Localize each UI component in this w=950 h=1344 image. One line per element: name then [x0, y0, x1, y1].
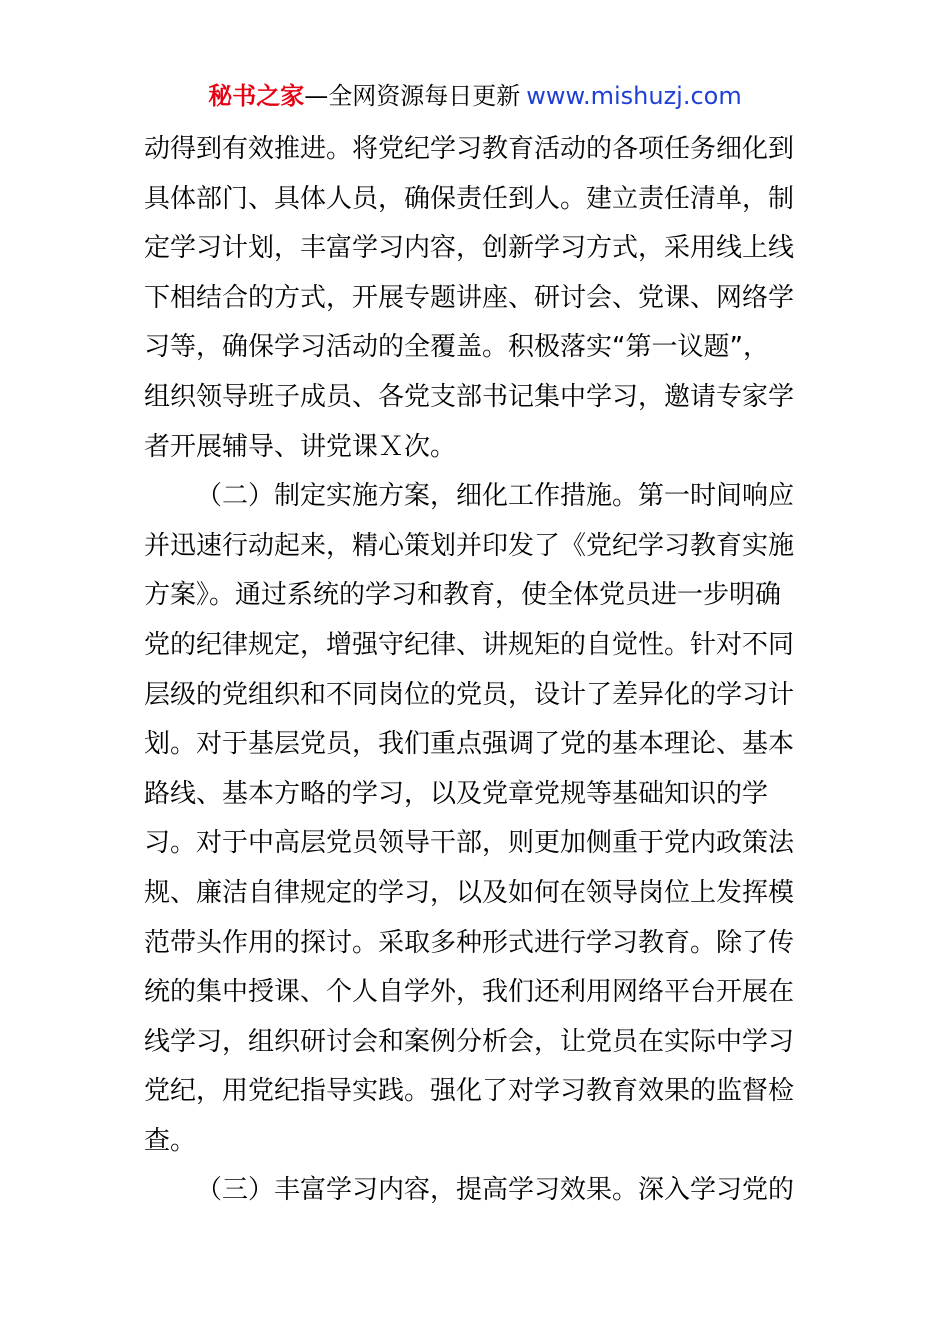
text-line: 统的集中授课、个人自学外，我们还利用网络平台开展在 — [144, 977, 795, 1008]
text-line: 线学习，组织研讨会和案例分析会，让党员在实际中学习 — [144, 1026, 795, 1057]
site-url-link[interactable]: www.mishuzj.com — [526, 82, 742, 110]
section-heading-line: （二）制定实施方案，细化工作措施。第一时间响应 — [196, 481, 795, 512]
text-line: 方案》。通过系统的学习和教育，使全体党员进一步明确 — [144, 580, 782, 611]
site-brand: 秘书之家 — [208, 82, 305, 110]
text-line: 党的纪律规定，增强守纪律、讲规矩的自觉性。针对不同 — [144, 629, 795, 660]
section-heading-line: （三）丰富学习内容，提高学习效果。深入学习党的 — [196, 1175, 795, 1206]
text-line: 习等，确保学习活动的全覆盖。积极落实“第一议题”， — [144, 332, 769, 363]
document-body — [144, 125, 814, 1216]
text-line: 并迅速行动起来，精心策划并印发了《党纪学习教育实施 — [144, 530, 795, 561]
text-line: 习。对于中高层党员领导干部，则更加侧重于党内政策法 — [144, 828, 795, 859]
text-line: 动得到有效推进。将党纪学习教育活动的各项任务细化到 — [144, 134, 795, 164]
text-line: 划。对于基层党员，我们重点强调了党的基本理论、基本 — [144, 729, 795, 760]
text-line: 下相结合的方式，开展专题讲座、研讨会、党课、网络学 — [144, 282, 795, 313]
text-line: 范带头作用的探讨。采取多种形式进行学习教育。除了传 — [144, 927, 795, 958]
text-line: 定学习计划，丰富学习内容，创新学习方式，采用线上线 — [144, 233, 795, 264]
text-line: 组织领导班子成员、各党支部书记集中学习，邀请专家学 — [144, 381, 795, 412]
text-line: 查。 — [144, 1125, 197, 1156]
text-line: 具体部门、具体人员，确保责任到人。建立责任清单，制 — [144, 183, 795, 214]
site-header — [0, 80, 950, 112]
text-line: 层级的党组织和不同岗位的党员，设计了差异化的学习计 — [144, 679, 795, 710]
text-line: 路线、基本方略的学习，以及党章党规等基础知识的学 — [144, 778, 769, 809]
site-tagline: —全网资源每日更新 — [304, 82, 521, 110]
text-line: 党纪，用党纪指导实践。强化了对学习教育效果的监督检 — [144, 1076, 795, 1107]
text-line: 者开展辅导、讲党课Ｘ次。 — [144, 431, 457, 462]
text-line: 规、廉洁自律规定的学习，以及如何在领导岗位上发挥模 — [144, 877, 795, 908]
